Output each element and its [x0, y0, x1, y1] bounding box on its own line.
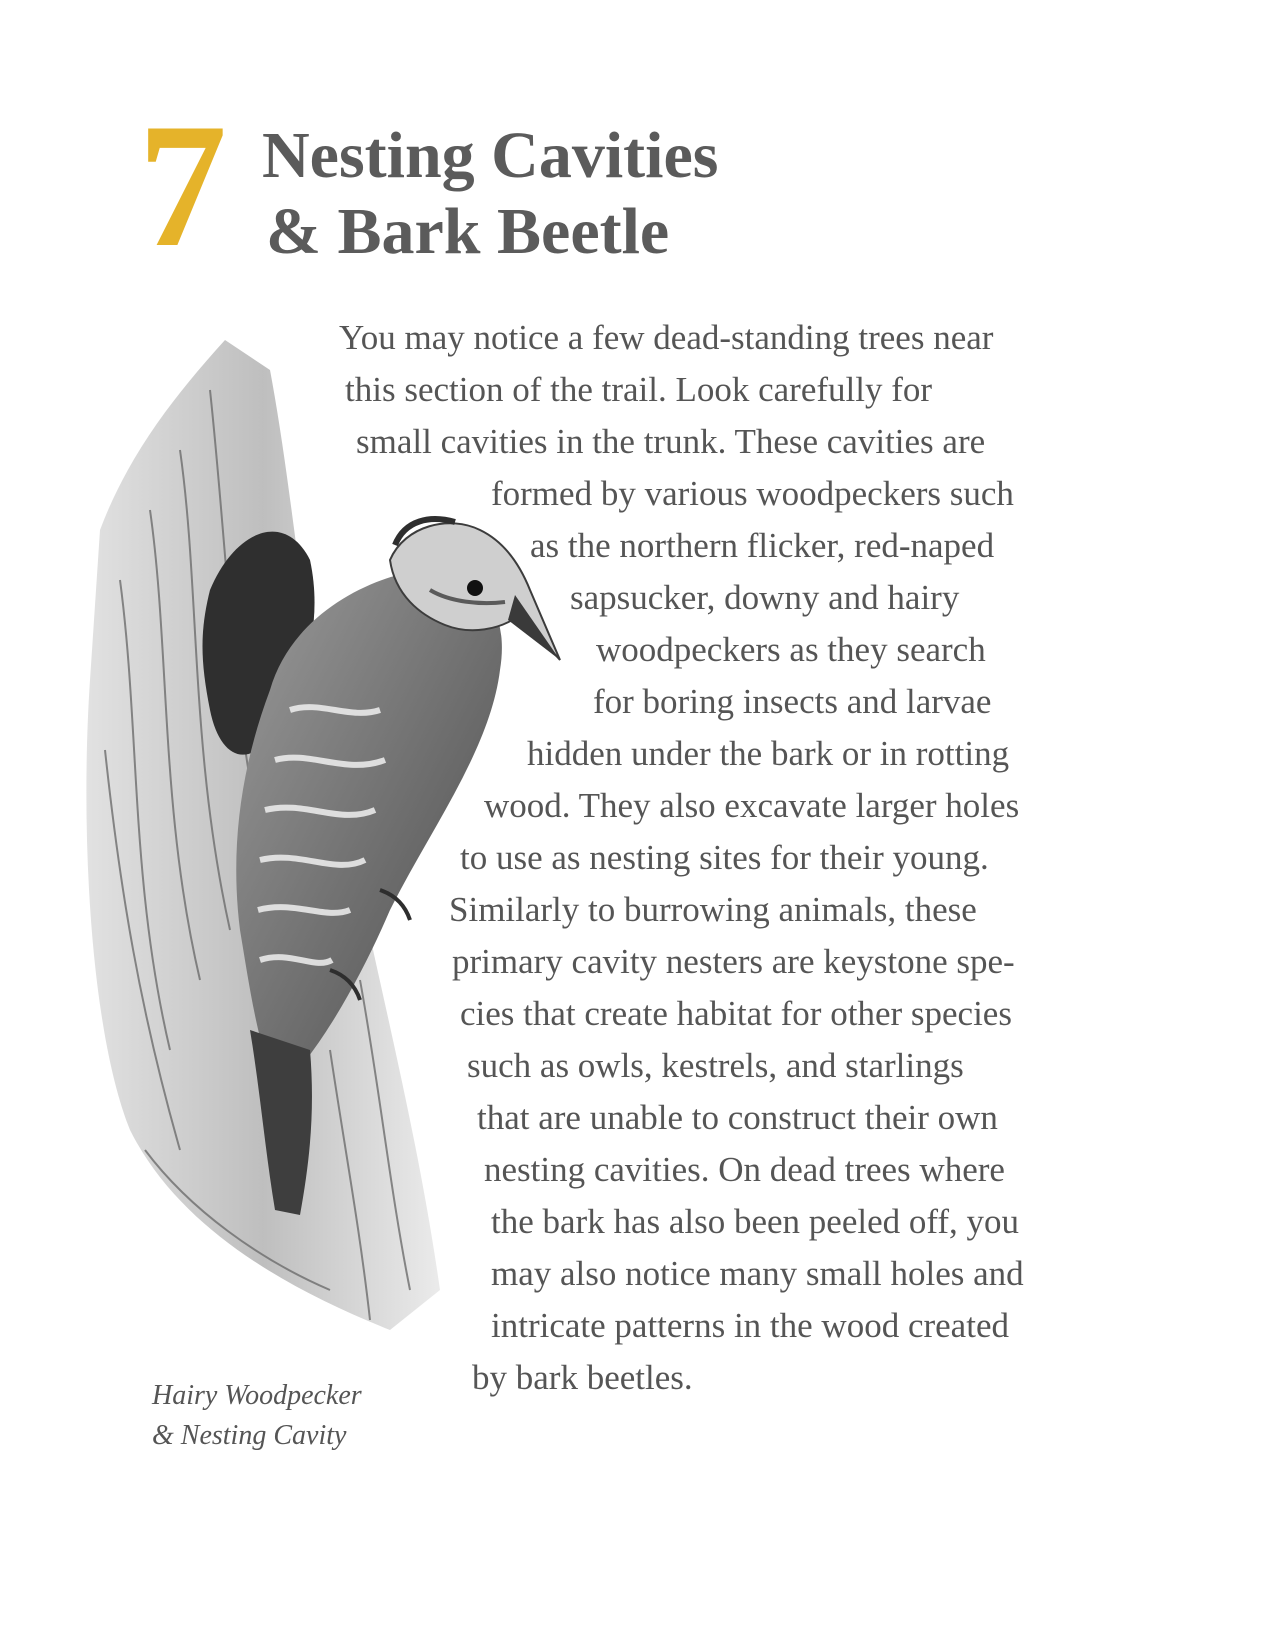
body-line: intricate patterns in the wood created	[491, 1306, 1009, 1345]
caption-line-2: & Nesting Cavity	[152, 1420, 347, 1451]
body-line: the bark has also been peeled off, you	[491, 1202, 1020, 1241]
page-title	[262, 118, 718, 270]
body-line: cies that create habitat for other species	[460, 994, 1012, 1033]
body-line: for boring insects and larvae	[593, 682, 992, 721]
body-line: as the northern flicker, red-naped	[530, 526, 995, 565]
body-line: Similarly to burrowing animals, these	[449, 890, 977, 929]
body-line: hidden under the bark or in rotting	[527, 734, 1010, 773]
stop-number: 7	[138, 86, 227, 284]
woodpecker-eye	[467, 580, 483, 596]
body-line: may also notice many small holes and	[491, 1254, 1024, 1293]
body-line: You may notice a few dead-standing trees near	[339, 318, 994, 357]
body-line: that are unable to construct their own	[477, 1098, 998, 1137]
woodpecker-illustration	[60, 330, 620, 1350]
body-line: to use as nesting sites for their young.	[460, 838, 989, 877]
body-line: primary cavity nesters are keystone spe-	[452, 942, 1015, 981]
illustration-caption	[152, 1376, 362, 1456]
caption-line-1: Hairy Woodpecker	[152, 1380, 362, 1411]
title-line-1: Nesting Cavities	[262, 119, 719, 192]
body-line: this section of the trail. Look carefully for	[345, 370, 933, 409]
title-line-2: & Bark Beetle	[266, 195, 670, 268]
body-line: small cavities in the trunk. These cavities are	[356, 422, 986, 461]
body-line: sapsucker, downy and hairy	[570, 578, 960, 617]
body-line: such as owls, kestrels, and starlings	[467, 1046, 964, 1085]
body-line: woodpeckers as they search	[596, 630, 986, 669]
body-line: wood. They also excavate larger holes	[484, 786, 1020, 825]
body-line: nesting cavities. On dead trees where	[484, 1150, 1005, 1189]
body-line: formed by various woodpeckers such	[491, 474, 1014, 513]
body-line: by bark beetles.	[472, 1358, 693, 1397]
